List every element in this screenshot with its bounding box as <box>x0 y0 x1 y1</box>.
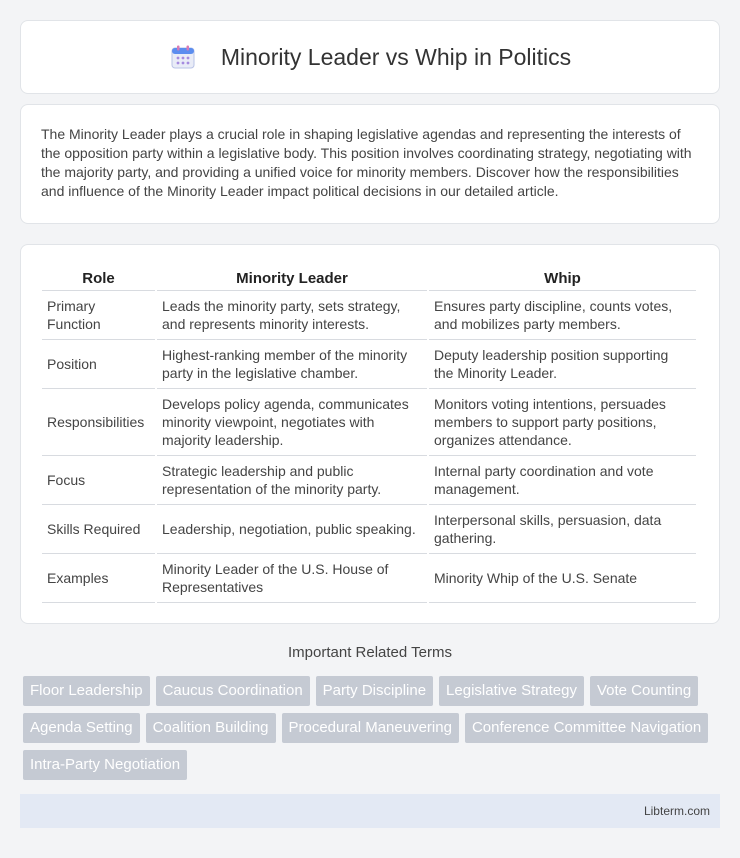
calendar-icon <box>169 43 197 71</box>
related-term-tag[interactable]: Floor Leadership <box>23 676 150 706</box>
table-cell-minority-leader: Highest-ranking member of the minority party in the legislative chamber. <box>157 340 427 389</box>
table-row <box>42 291 696 340</box>
related-term-tag[interactable]: Intra-Party Negotiation <box>23 750 187 780</box>
related-term-tag[interactable]: Vote Counting <box>590 676 698 706</box>
table-cell-whip: Ensures party discipline, counts votes, and mobilizes party members. <box>429 291 696 340</box>
intro-card <box>20 104 720 224</box>
table-cell-whip: Deputy leadership position supporting the Minority Leader. <box>429 340 696 389</box>
page-title: Minority Leader vs Whip in Politics <box>220 43 572 70</box>
table-row <box>42 456 696 505</box>
table-cell-minority-leader: Leadership, negotiation, public speaking. <box>157 505 427 554</box>
column-header-whip: Whip <box>429 265 696 291</box>
comparison-table <box>40 265 698 603</box>
column-header-minority-leader: Minority Leader <box>157 265 427 291</box>
related-terms-tags <box>23 676 723 780</box>
footer <box>20 794 720 828</box>
table-row <box>42 554 696 603</box>
table-cell-role: Responsibilities <box>42 389 155 456</box>
table-cell-role: Skills Required <box>42 505 155 554</box>
table-row <box>42 389 696 456</box>
table-cell-minority-leader: Minority Leader of the U.S. House of Representatives <box>157 554 427 603</box>
footer-brand[interactable]: Libterm.com <box>643 804 710 818</box>
table-cell-role: Focus <box>42 456 155 505</box>
related-terms-title: Important Related Terms <box>288 644 452 661</box>
table-cell-whip: Minority Whip of the U.S. Senate <box>429 554 696 603</box>
table-cell-role: Position <box>42 340 155 389</box>
related-term-tag[interactable]: Conference Committee Navigation <box>465 713 708 743</box>
related-term-tag[interactable]: Caucus Coordination <box>156 676 310 706</box>
intro-text: The Minority Leader plays a crucial role in shaping legislative agendas and representing the interests of the opposition party within a legislative body. This position involves coordinating strategy, negotiating with the majority party, and providing a unified voice for minority members. Discover how the responsibilities and influence of the Minority Leader impact political decisions in our detailed article. <box>41 126 692 199</box>
title-card <box>20 20 720 94</box>
table-cell-minority-leader: Leads the minority party, sets strategy, and represents minority interests. <box>157 291 427 340</box>
table-cell-whip: Internal party coordination and vote management. <box>429 456 696 505</box>
comparison-table-card <box>20 244 720 624</box>
related-term-tag[interactable]: Procedural Maneuvering <box>282 713 459 743</box>
table-cell-minority-leader: Strategic leadership and public representation of the minority party. <box>157 456 427 505</box>
table-cell-minority-leader: Develops policy agenda, communicates minority viewpoint, negotiates with majority leadership. <box>157 389 427 456</box>
related-term-tag[interactable]: Coalition Building <box>146 713 276 743</box>
related-term-tag[interactable]: Party Discipline <box>316 676 433 706</box>
table-cell-role: Primary Function <box>42 291 155 340</box>
table-row <box>42 505 696 554</box>
column-header-role: Role <box>42 265 155 291</box>
related-term-tag[interactable]: Agenda Setting <box>23 713 140 743</box>
table-row <box>42 340 696 389</box>
table-cell-whip: Interpersonal skills, persuasion, data gathering. <box>429 505 696 554</box>
table-cell-role: Examples <box>42 554 155 603</box>
table-cell-whip: Monitors voting intentions, persuades members to support party positions, organizes attendance. <box>429 389 696 456</box>
table-header-row <box>42 265 696 291</box>
related-term-tag[interactable]: Legislative Strategy <box>439 676 584 706</box>
